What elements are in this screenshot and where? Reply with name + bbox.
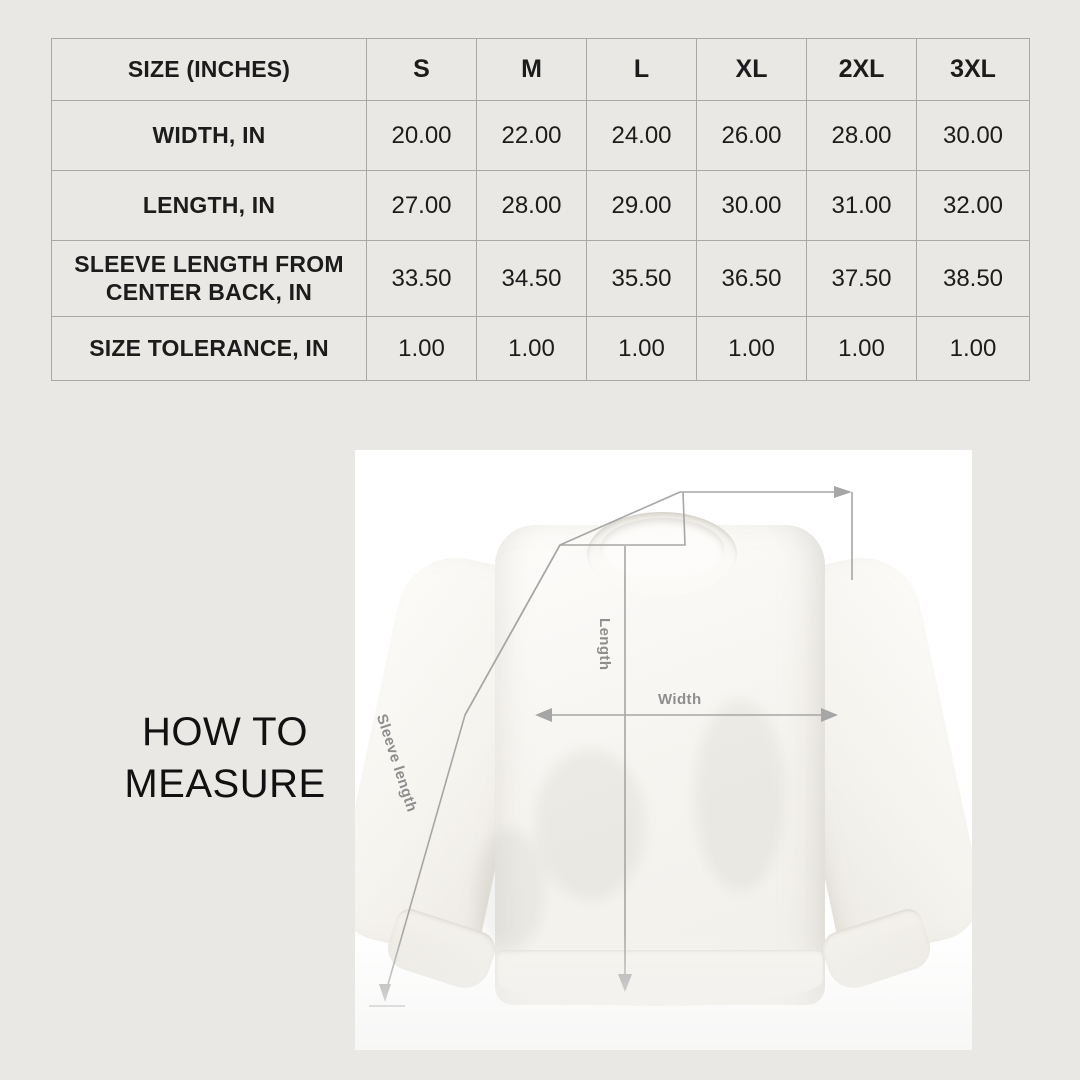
- cell-sleeve-2xl: 37.50: [807, 241, 917, 317]
- sleeve-length-measure-line: [369, 486, 852, 1006]
- measurement-overlay: [355, 450, 972, 1050]
- cell-length-3xl: 32.00: [917, 171, 1030, 241]
- cell-width-xl: 26.00: [697, 101, 807, 171]
- cell-sleeve-s: 33.50: [367, 241, 477, 317]
- product-photo-image: [355, 450, 972, 1050]
- row-label-length: LENGTH, IN: [52, 171, 367, 241]
- cell-length-2xl: 31.00: [807, 171, 917, 241]
- length-label: Length: [596, 618, 613, 671]
- cell-width-3xl: 30.00: [917, 101, 1030, 171]
- header-size-inches: SIZE (INCHES): [52, 39, 367, 101]
- cell-width-2xl: 28.00: [807, 101, 917, 171]
- width-label: Width: [658, 691, 702, 708]
- table-row-width: [52, 101, 1030, 171]
- header-size-xl: XL: [697, 39, 807, 101]
- size-table: [51, 38, 1030, 381]
- cell-width-l: 24.00: [587, 101, 697, 171]
- table-header-row: [52, 39, 1030, 101]
- cell-width-m: 22.00: [477, 101, 587, 171]
- sleeve-length-label: Sleeve length: [372, 712, 421, 815]
- cell-tolerance-l: 1.00: [587, 317, 697, 381]
- length-measure-line: [618, 546, 632, 992]
- how-to-measure-heading: [100, 706, 350, 810]
- header-size-l: L: [587, 39, 697, 101]
- cell-length-l: 29.00: [587, 171, 697, 241]
- table-row-size-tolerance: [52, 317, 1030, 381]
- cell-sleeve-xl: 36.50: [697, 241, 807, 317]
- cell-tolerance-m: 1.00: [477, 317, 587, 381]
- cell-width-s: 20.00: [367, 101, 477, 171]
- row-label-width: WIDTH, IN: [52, 101, 367, 171]
- header-size-3xl: 3XL: [917, 39, 1030, 101]
- cell-sleeve-3xl: 38.50: [917, 241, 1030, 317]
- row-label-sleeve-length: [52, 241, 367, 317]
- cell-tolerance-2xl: 1.00: [807, 317, 917, 381]
- width-measure-line: [535, 708, 838, 722]
- cell-sleeve-l: 35.50: [587, 241, 697, 317]
- cell-tolerance-xl: 1.00: [697, 317, 807, 381]
- cell-sleeve-m: 34.50: [477, 241, 587, 317]
- header-size-s: S: [367, 39, 477, 101]
- table-row-length: [52, 171, 1030, 241]
- row-label-size-tolerance: SIZE TOLERANCE, IN: [52, 317, 367, 381]
- table-row-sleeve-length: [52, 241, 1030, 317]
- cell-length-xl: 30.00: [697, 171, 807, 241]
- cell-length-s: 27.00: [367, 171, 477, 241]
- product-photo-panel: [355, 450, 972, 1050]
- header-size-m: M: [477, 39, 587, 101]
- how-to-measure-line1: HOW TO: [142, 710, 308, 754]
- cell-tolerance-s: 1.00: [367, 317, 477, 381]
- size-chart-table: [51, 38, 1029, 380]
- row-label-sleeve-line1: SLEEVE LENGTH FROM: [74, 251, 344, 278]
- header-size-2xl: 2XL: [807, 39, 917, 101]
- row-label-sleeve-line2: CENTER BACK, IN: [105, 278, 313, 305]
- cell-length-m: 28.00: [477, 171, 587, 241]
- cell-tolerance-3xl: 1.00: [917, 317, 1030, 381]
- how-to-measure-line2: MEASURE: [124, 762, 326, 806]
